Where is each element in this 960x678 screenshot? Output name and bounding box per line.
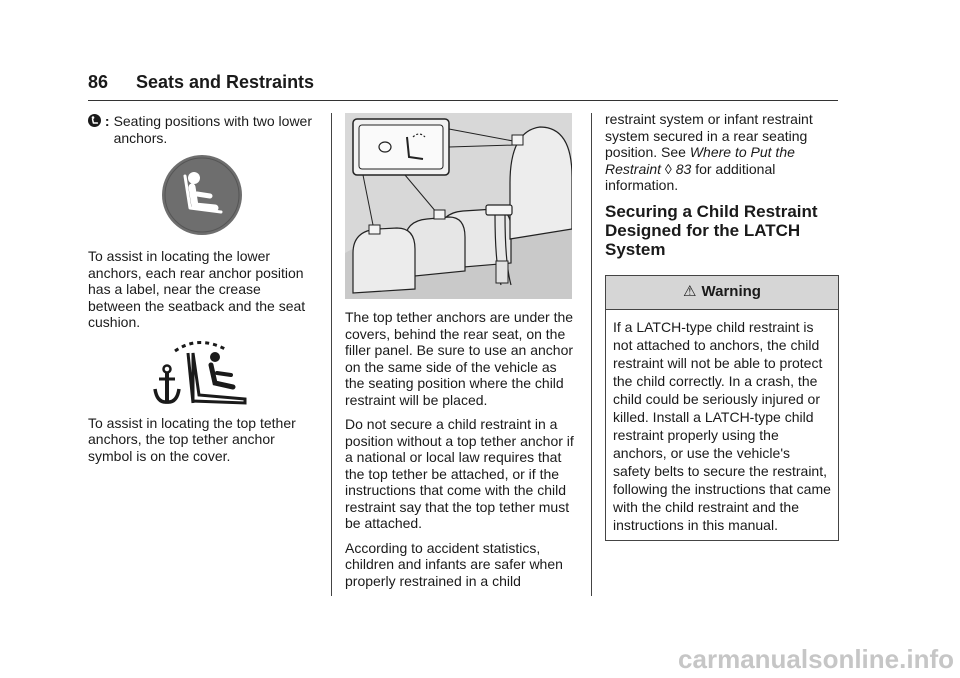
rear-seat-tether-illustration bbox=[345, 113, 572, 299]
warning-box bbox=[605, 275, 839, 541]
latch-symbol-colon: : bbox=[104, 113, 110, 129]
reference-text-end: for additional information. bbox=[605, 160, 776, 193]
warning-body: If a LATCH-type child restraint is not attached to anchors, the child restraint will not be able to protect the child correctly. In a crash, the child could be seriously injured or killed. Install a LATCH-type child restraint properly using the anchors, or use the vehicle's safety belts to secure the restraint, following the instructions that came with the child restraint and the instructions in this manual. bbox=[613, 318, 831, 533]
top-tether-paragraph: To assist in locating the top tether anchors, the top tether anchor symbol is on the cover. bbox=[88, 414, 296, 464]
column-divider bbox=[331, 113, 332, 596]
column-1 bbox=[88, 113, 316, 472]
restraint-reference-paragraph bbox=[605, 111, 839, 194]
warning-title: Warning bbox=[701, 282, 761, 300]
tether-location-paragraph: The top tether anchors are under the covers, behind the rear seat, on the filler panel. Be sure to use an anchor on the same side of the vehicle as the seating position where the child restraint will be placed. bbox=[345, 309, 574, 408]
where-to-put-restraint-link[interactable]: Where to Put the Restraint bbox=[605, 144, 795, 177]
latch-symbol-text: Seating positions with two lower anchors. bbox=[113, 113, 312, 146]
page-header bbox=[88, 72, 838, 101]
tether-law-paragraph: Do not secure a child restraint in a position without a top tether anchor if a national or local law requires that the top tether be attached, or if the instructions that come with the child restraint say that the top tether must be attached. bbox=[345, 416, 574, 531]
latch-subheading: Securing a Child Restraint Designed for the LATCH System bbox=[605, 201, 818, 259]
statistics-paragraph: According to accident statistics, children and infants are safer when properly restrained in a child bbox=[345, 539, 563, 589]
column-2 bbox=[345, 113, 577, 597]
watermark: carmanualsonline.info bbox=[678, 644, 954, 674]
latch-symbol-line bbox=[88, 113, 316, 146]
column-divider bbox=[591, 113, 592, 596]
column-3 bbox=[605, 111, 839, 541]
lower-anchor-seat-icon bbox=[161, 154, 243, 236]
lower-anchor-paragraph: To assist in locating the lower anchors, each rear anchor position has a label, near the crease between the seatback and the seat cushion. bbox=[88, 248, 306, 330]
reference-text-start: restraint system or infant restraint system secured in a rear seating position. See bbox=[605, 111, 813, 160]
warning-header bbox=[606, 276, 838, 310]
section-title: Seats and Restraints bbox=[136, 72, 315, 92]
warning-icon: ⚠ bbox=[683, 282, 697, 300]
page-reference-icon: ◊ bbox=[664, 160, 672, 177]
top-tether-anchor-icon bbox=[153, 339, 251, 407]
page-reference-number[interactable]: 83 bbox=[675, 160, 692, 177]
latch-symbol bbox=[88, 113, 110, 130]
latch-seat-icon bbox=[88, 114, 101, 127]
page-number: 86 bbox=[88, 72, 109, 92]
